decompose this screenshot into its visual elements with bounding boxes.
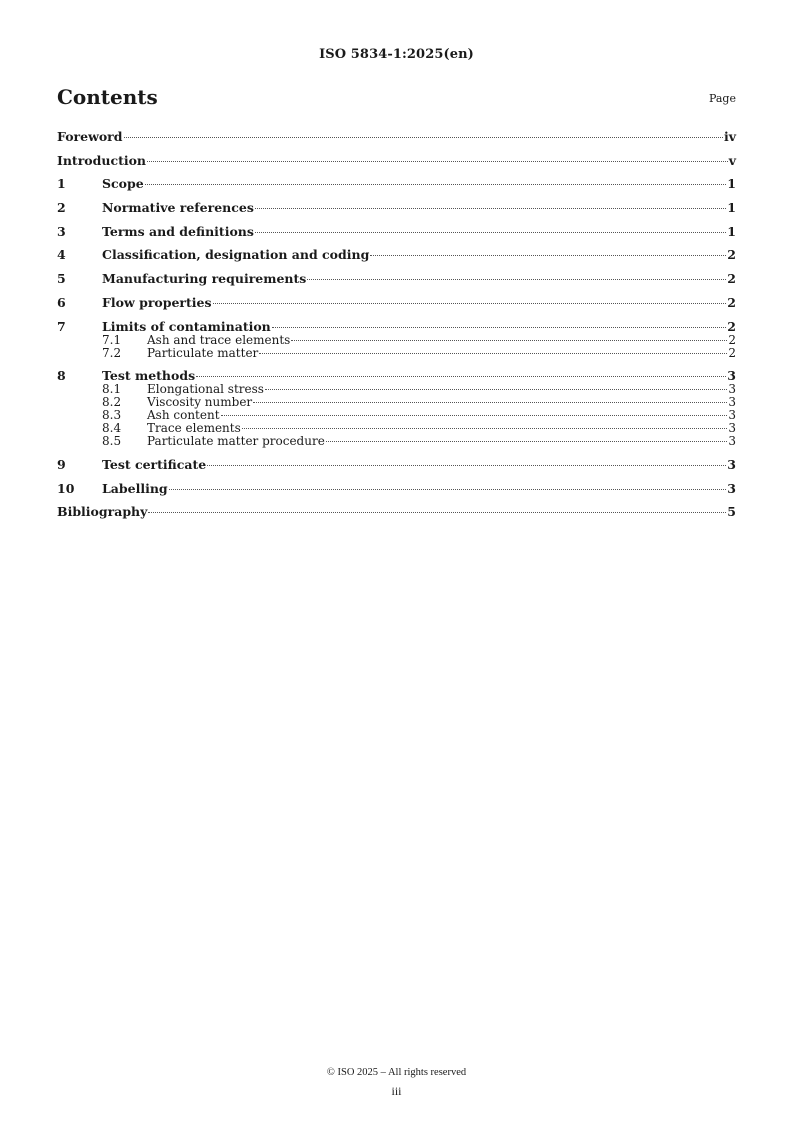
dot-leader — [221, 415, 728, 416]
copyright-notice: © ISO 2025 – All rights reserved — [326, 1067, 467, 1078]
toc-entry-number: 2 — [57, 200, 66, 216]
toc-entry-manufacturing-requirements[interactable] — [57, 271, 736, 286]
dot-leader — [242, 428, 728, 429]
toc-entry-flow-properties[interactable] — [57, 295, 736, 310]
toc-entry-page: 2 — [727, 294, 736, 310]
dot-leader — [196, 376, 726, 377]
toc-entry-introduction[interactable] — [57, 153, 736, 168]
toc-entry-foreword[interactable] — [57, 129, 736, 144]
dot-leader — [124, 137, 723, 138]
toc-entry-title: Trace elements — [147, 421, 241, 436]
toc-entry-number: 8.5 — [102, 434, 122, 449]
toc-entry-number: 8.4 — [102, 421, 122, 436]
toc-entry-number: 6 — [57, 294, 66, 310]
toc-entry-number: 7.1 — [102, 332, 122, 347]
toc-entry-number: 7.2 — [102, 345, 122, 360]
toc-entry-page: 3 — [728, 408, 736, 423]
toc-entry-page: 1 — [727, 200, 736, 216]
dot-leader — [326, 441, 728, 442]
toc-entry-title: Ash content — [147, 408, 220, 423]
toc-entry-labelling[interactable] — [57, 481, 736, 496]
toc-entry-scope[interactable] — [57, 176, 736, 191]
toc-entry-number: 8 — [57, 368, 66, 384]
toc-entry-classification[interactable] — [57, 247, 736, 262]
toc-entry-title: Elongational stress — [147, 382, 264, 397]
toc-entry-title: Bibliography — [57, 504, 148, 520]
dot-leader — [207, 465, 726, 466]
toc-entry-number: 8.2 — [102, 395, 122, 410]
dot-leader — [370, 255, 726, 256]
toc-entry-number: 9 — [57, 456, 66, 472]
toc-entry-number: 1 — [57, 176, 66, 192]
page-number: iii — [391, 1084, 402, 1098]
toc-entry-page: 1 — [727, 223, 736, 239]
toc-entry-page: 2 — [728, 332, 736, 347]
toc-entry-page: 3 — [728, 421, 736, 436]
dot-leader — [255, 208, 726, 209]
toc-entry-title: Manufacturing requirements — [102, 271, 307, 287]
toc-entry-page: 2 — [727, 271, 736, 287]
contents-title: Contents — [57, 85, 158, 109]
dot-leader — [213, 303, 727, 304]
toc-entry-title: Terms and definitions — [102, 223, 254, 239]
toc-entry-page: 2 — [728, 345, 736, 360]
toc-entry-page: v — [728, 152, 736, 168]
toc-entry-title: Scope — [102, 176, 144, 192]
dot-leader — [148, 512, 726, 513]
toc-entry-page: 3 — [728, 382, 736, 397]
toc-entry-page: 3 — [728, 395, 736, 410]
toc-entry-bibliography[interactable] — [57, 504, 736, 519]
toc-subentry-ash-and-trace-elements[interactable] — [57, 334, 736, 347]
toc-entry-title: Ash and trace elements — [147, 332, 291, 347]
toc-entry-number: 3 — [57, 223, 66, 239]
toc-entry-limits-of-contamination[interactable] — [57, 319, 736, 334]
dot-leader — [259, 353, 727, 354]
toc-entry-title: Normative references — [102, 200, 254, 216]
toc-entry-title: Labelling — [102, 480, 168, 496]
toc-entry-test-certificate[interactable] — [57, 457, 736, 472]
toc-entry-terms-and-definitions[interactable] — [57, 224, 736, 239]
dot-leader — [169, 489, 727, 490]
table-of-contents — [57, 129, 736, 528]
toc-entry-page: 3 — [727, 480, 736, 496]
dot-leader — [255, 232, 726, 233]
dot-leader — [147, 161, 728, 162]
toc-entry-title: Particulate matter procedure — [147, 434, 325, 449]
toc-entry-number: 10 — [57, 480, 75, 496]
toc-entry-page: 5 — [727, 504, 736, 520]
toc-subentry-particulate-matter-procedure[interactable] — [57, 435, 736, 448]
toc-entry-title: Limits of contamination — [102, 318, 271, 334]
dot-leader — [272, 327, 727, 328]
document-header: ISO 5834-1:2025(en) — [319, 47, 474, 62]
toc-entry-page: iv — [723, 129, 736, 144]
toc-entry-title: Foreword — [57, 129, 123, 144]
toc-entry-title: Test methods — [102, 368, 196, 384]
toc-entry-page: 3 — [727, 456, 736, 472]
toc-entry-number: 4 — [57, 247, 66, 263]
toc-entry-title: Particulate matter — [147, 345, 259, 360]
toc-entry-page: 2 — [727, 247, 736, 263]
toc-entry-test-methods[interactable] — [57, 368, 736, 383]
dot-leader — [307, 279, 726, 280]
toc-entry-page: 1 — [727, 176, 736, 192]
page-column-label: Page — [708, 92, 736, 105]
toc-entry-title: Flow properties — [102, 294, 212, 310]
dot-leader — [265, 389, 727, 390]
toc-entry-number: 5 — [57, 271, 66, 287]
toc-entry-title: Viscosity number — [147, 395, 253, 410]
toc-entry-page: 3 — [728, 434, 736, 449]
toc-entry-number: 7 — [57, 318, 66, 334]
toc-entry-title: Test certificate — [102, 456, 207, 472]
toc-entry-title: Introduction — [57, 152, 147, 168]
toc-entry-number: 8.3 — [102, 408, 122, 423]
dot-leader — [253, 402, 727, 403]
toc-entry-title: Classification, designation and coding — [102, 247, 370, 263]
toc-entry-normative-references[interactable] — [57, 200, 736, 215]
dot-leader — [291, 340, 727, 341]
toc-entry-page: 3 — [727, 368, 736, 384]
dot-leader — [145, 184, 727, 185]
toc-subentry-particulate-matter[interactable] — [57, 347, 736, 360]
toc-entry-page: 2 — [727, 318, 736, 334]
toc-entry-number: 8.1 — [102, 382, 122, 397]
